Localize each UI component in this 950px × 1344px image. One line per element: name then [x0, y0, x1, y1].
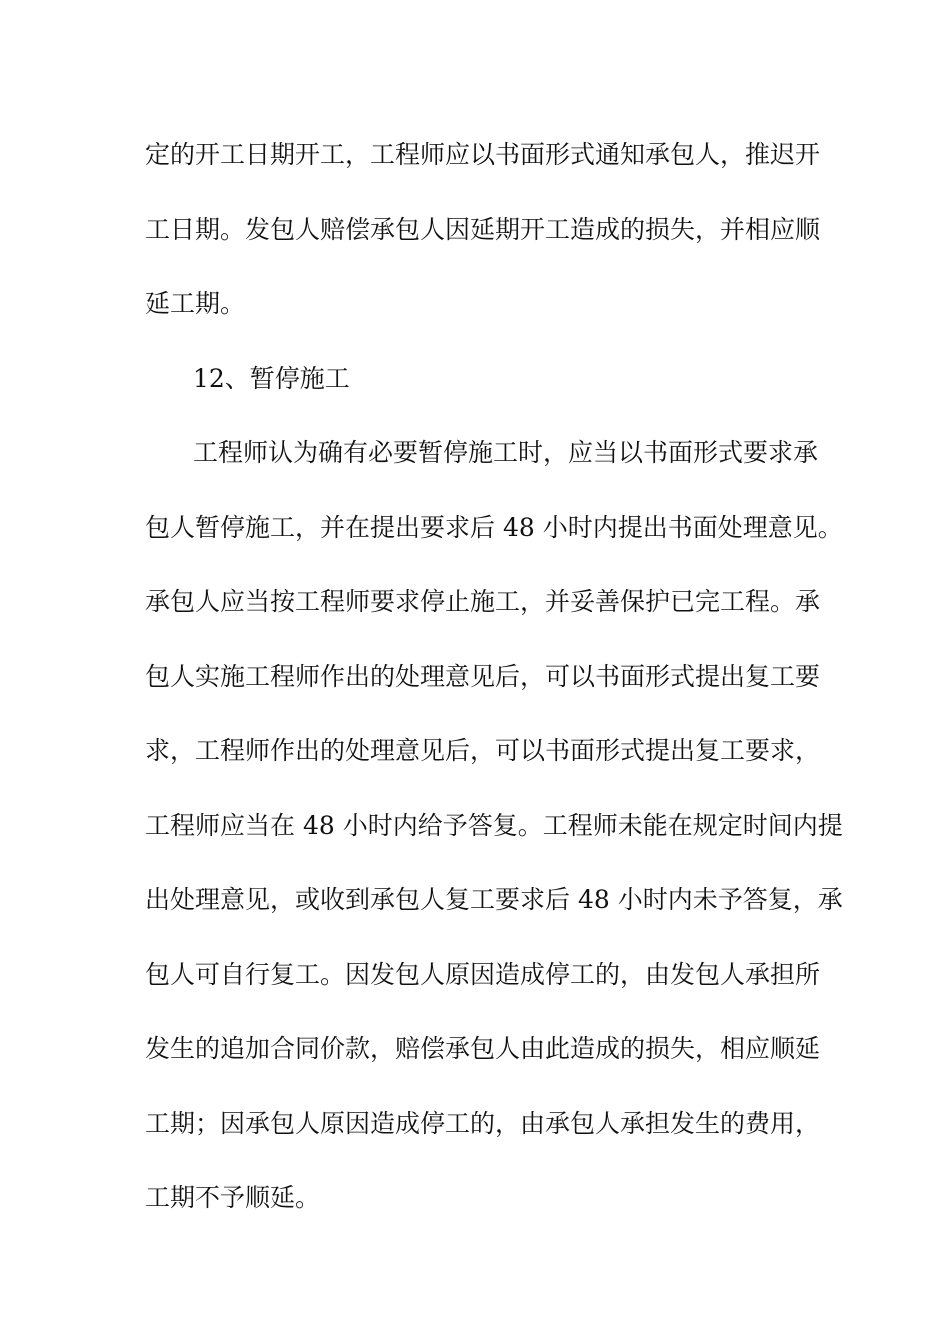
text-line: 延工期。: [145, 289, 246, 318]
text-line: 承包人应当按工程师要求停止施工，并妥善保护已完工程。承: [145, 587, 821, 616]
text-line: 出处理意见，或收到承包人复工要求后 48 小时内未予答复，承: [145, 885, 843, 914]
text-line: 求，工程师作出的处理意见后，可以书面形式提出复工要求，: [145, 736, 821, 765]
text-line: 包人可自行复工。因发包人原因造成停工的，由发包人承担所: [145, 959, 821, 989]
text-line: 工期不予顺延。: [145, 1183, 321, 1212]
text-line: 定的开工日期开工，工程师应以书面形式通知承包人，推迟开: [145, 140, 821, 169]
text-line: 工日期。发包人赔偿承包人因延期开工造成的损失，并相应顺: [145, 214, 821, 244]
section-heading: 12、暂停施工: [193, 363, 350, 393]
text-line: 包人实施工程师作出的处理意见后，可以书面形式提出复工要: [145, 661, 821, 691]
text-line: 工程师应当在 48 小时内给予答复。工程师未能在规定时间内提: [145, 810, 843, 840]
text-line: 工期；因承包人原因造成停工的，由承包人承担发生的费用，: [145, 1108, 821, 1138]
text-line: 发生的追加合同价款，赔偿承包人由此造成的损失，相应顺延: [145, 1034, 821, 1063]
body-text: [145, 129, 843, 1247]
text-line: 包人暂停施工，并在提出要求后 48 小时内提出书面处理意见。: [145, 512, 843, 542]
text-line: 工程师认为确有必要暂停施工时，应当以书面形式要求承: [193, 438, 819, 467]
